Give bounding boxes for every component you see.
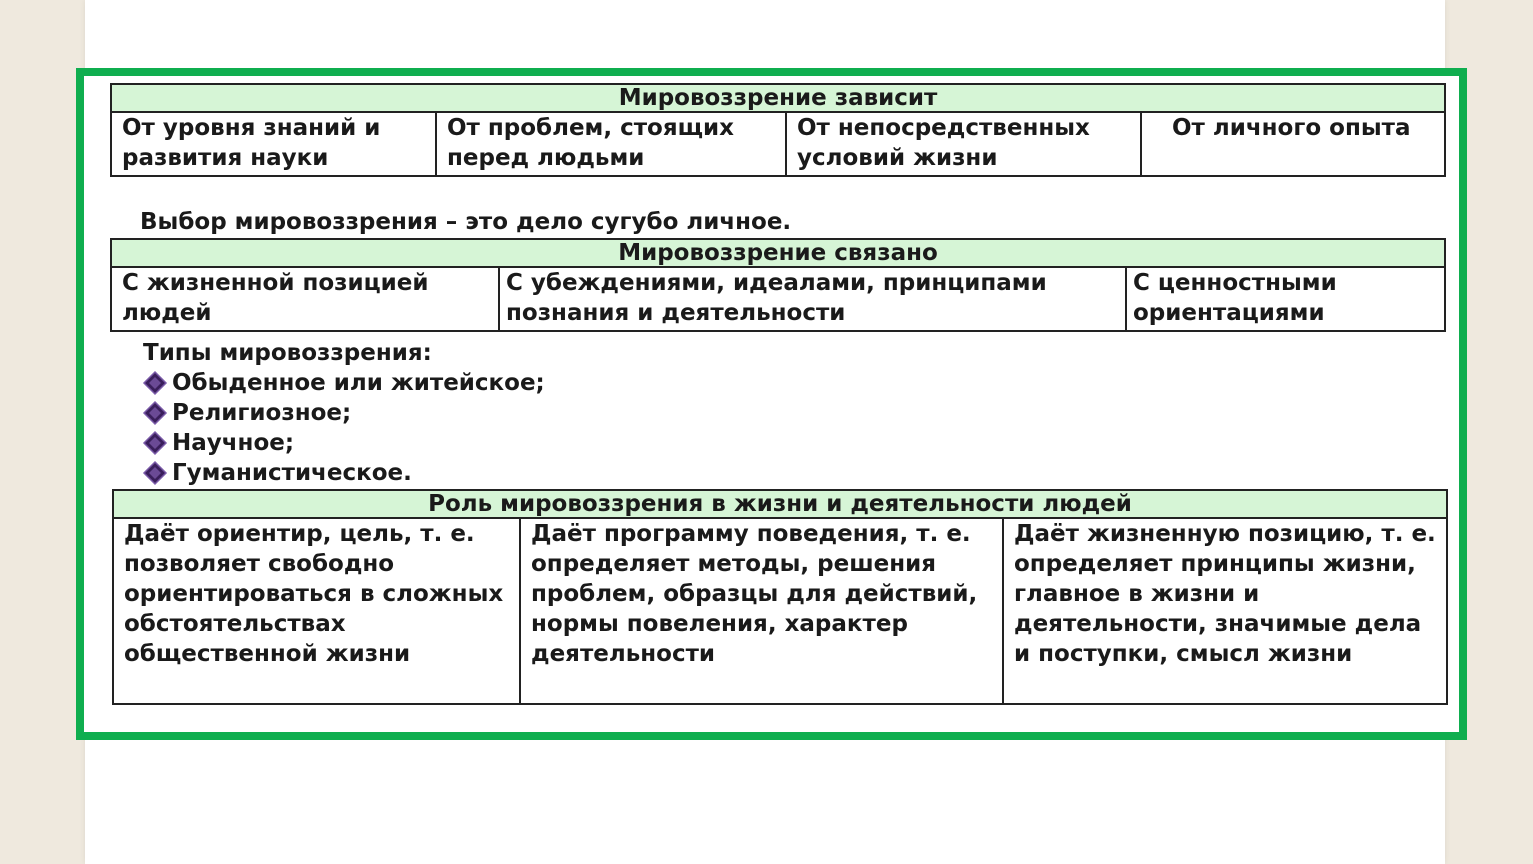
types-title: Типы мировоззрения: — [143, 340, 432, 366]
diamond-bullet-icon — [142, 370, 168, 396]
table-worldview-depends — [110, 83, 1446, 177]
table-cell: От проблем, стоящих перед людьми — [436, 112, 786, 176]
diamond-bullet-icon — [142, 460, 168, 486]
diamond-bullet-icon — [142, 400, 168, 426]
table-cell: Даёт программу поведения, т. е. определяет методы, решения проблем, образцы для действий, нормы повеления, характер деятельности — [520, 518, 1003, 704]
table-header-role: Роль мировоззрения в жизни и деятельности людей — [113, 490, 1447, 518]
table-cell: Даёт ориентир, цель, т. е. позволяет свободно ориентироваться в сложных обстоятельствах общественной жизни — [113, 518, 520, 704]
type-label: Обыденное или житейское; — [172, 370, 545, 396]
diamond-bullet-icon — [142, 430, 168, 456]
type-label: Гуманистическое. — [172, 460, 412, 486]
table-cell: От личного опыта — [1141, 112, 1445, 176]
table-cell: С убеждениями, идеалами, принципами познания и деятельности — [499, 267, 1126, 331]
table-cell: От уровня знаний и развития науки — [111, 112, 436, 176]
type-label: Научное; — [172, 430, 295, 456]
list-item — [142, 398, 351, 428]
table-cell: С ценностными ориентациями — [1126, 267, 1445, 331]
table-cell: С жизненной позицией людей — [111, 267, 499, 331]
table-header-related: Мировоззрение связано — [111, 239, 1445, 267]
list-item — [142, 368, 545, 398]
table-header-depends: Мировоззрение зависит — [111, 84, 1445, 112]
table-cell: Даёт жизненную позицию, т. е. определяет принципы жизни, главное в жизни и деятельности, значимые дела и поступки, смысл жизни — [1003, 518, 1447, 704]
table-worldview-role — [112, 489, 1448, 705]
choice-statement: Выбор мировоззрения – это дело сугубо личное. — [140, 209, 792, 235]
list-item — [142, 428, 294, 458]
table-cell: От непосредственных условий жизни — [786, 112, 1141, 176]
list-item — [142, 458, 412, 488]
table-worldview-related — [110, 238, 1446, 332]
background-left-strip — [0, 0, 85, 864]
type-label: Религиозное; — [172, 400, 352, 426]
